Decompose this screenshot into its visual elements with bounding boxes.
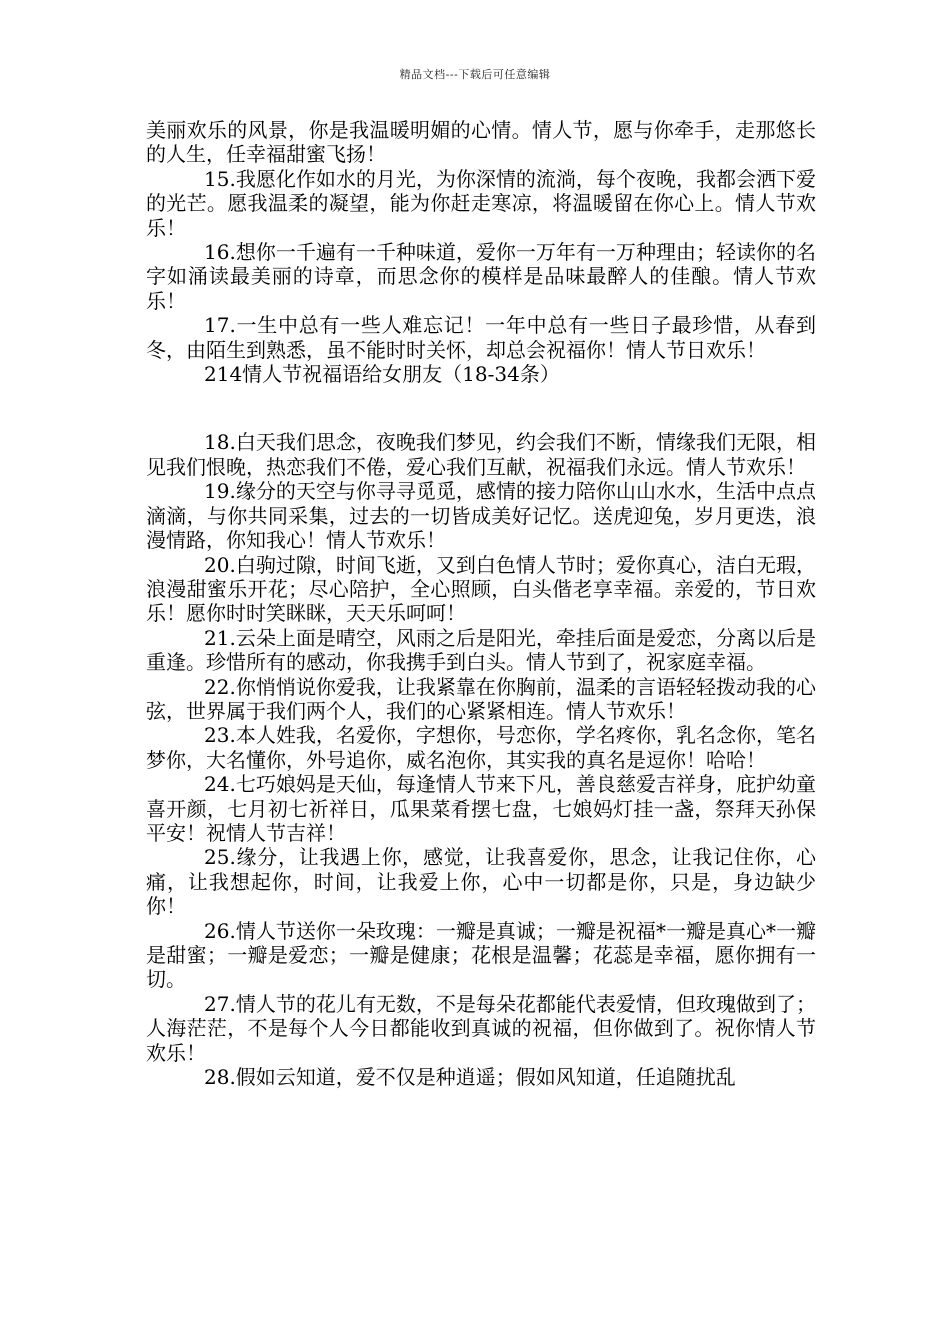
section-title: 214情人节祝福语给女朋友（18-34条） (204, 362, 560, 387)
page-header: 精品文档---下载后可任意编辑 (399, 68, 551, 81)
paragraph-20: 20.白驹过隙，时间飞逝，又到白色情人节时；爱你真心，洁白无瑕，浪漫甜蜜乐开花；尽心陪护，全心照顾，白头偕老享幸福。亲爱的，节日欢乐！愿你时时笑眯眯，天天乐呵呵！ (146, 552, 816, 626)
paragraph-21: 21.云朵上面是晴空，风雨之后是阳光，牵挂后面是爱恋，分离以后是重逢。珍惜所有的感动，你我携手到白头。情人节到了，祝家庭幸福。 (146, 625, 816, 675)
paragraph-24: 24.七巧娘妈是天仙，每逢情人节来下凡，善良慈爱吉祥身，庇护幼童喜开颜，七月初七祈祥日，瓜果菜肴摆七盘，七娘妈灯挂一盏，祭拜天孙保平安！祝情人节吉祥！ (146, 772, 816, 845)
paragraph-26: 26.情人节送你一朵玫瑰：一瓣是真诚；一瓣是祝福*一瓣是真心*一瓣是甜蜜；一瓣是爱恋；一瓣是健康；花根是温馨；花蕊是幸福，愿你拥有一切。 (146, 918, 816, 992)
paragraph-22: 22.你悄悄说你爱我，让我紧靠在你胸前，温柔的言语轻轻拨动我的心弦，世界属于我们两个人，我们的心紧紧相连。情人节欢乐！ (146, 674, 816, 723)
paragraph-25: 25.缘分，让我遇上你，感觉，让我喜爱你，思念，让我记住你，心痛，让我想起你，时间，让我爱上你，心中一切都是你，只是，身边缺少你！ (146, 845, 816, 919)
paragraph-17: 17.一生中总有一些人难忘记！一年中总有一些日子最珍惜，从春到冬，由陌生到熟悉，虽不能时时关怀，却总会祝福你！情人节日欢乐！ (146, 313, 816, 362)
paragraph-15: 15.我愿化作如水的月光，为你深情的流淌，每个夜晚，我都会洒下爱的光芒。愿我温柔的凝望，能为你赶走寒凉，将温暖留在你心上。情人节欢乐！ (146, 166, 816, 240)
paragraph-continued: 美丽欢乐的风景，你是我温暖明媚的心情。情人节，愿与你牵手，走那悠长的人生，任幸福甜蜜飞扬！ (146, 118, 816, 167)
document-body (146, 118, 816, 1089)
paragraph-18: 18.白天我们思念，夜晚我们梦见，约会我们不断，情缘我们无限，相见我们恨晚，热恋我们不倦，爱心我们互献，祝福我们永远。情人节欢乐！ (146, 430, 816, 479)
paragraph-27: 27.情人节的花儿有无数，不是每朵花都能代表爱情，但玫瑰做到了；人海茫茫，不是每个人今日都能收到真诚的祝福，但你做到了。祝你情人节欢乐！ (146, 991, 816, 1065)
paragraph-19: 19.缘分的天空与你寻寻觅觅，感情的接力陪你山山水水，生活中点点滴滴，与你共同采集，过去的一切皆成美好记忆。送虎迎兔，岁月更迭，浪漫情路，你知我心！情人节欢乐！ (146, 479, 816, 553)
paragraph-16: 16.想你一千遍有一千种味道，爱你一万年有一万种理由；轻读你的名字如涌读最美丽的诗章，而思念你的模样是品味最醉人的佳酿。情人节欢乐！ (146, 240, 816, 313)
paragraph-28: 28.假如云知道，爱不仅是种逍遥；假如风知道，任追随扰乱 (204, 1065, 736, 1090)
paragraph-23: 23.本人姓我，名爱你，字想你，号恋你，学名疼你，乳名念你，笔名梦你，大名懂你，外号追你，威名泡你，其实我的真名是逗你！哈哈！ (146, 723, 816, 772)
